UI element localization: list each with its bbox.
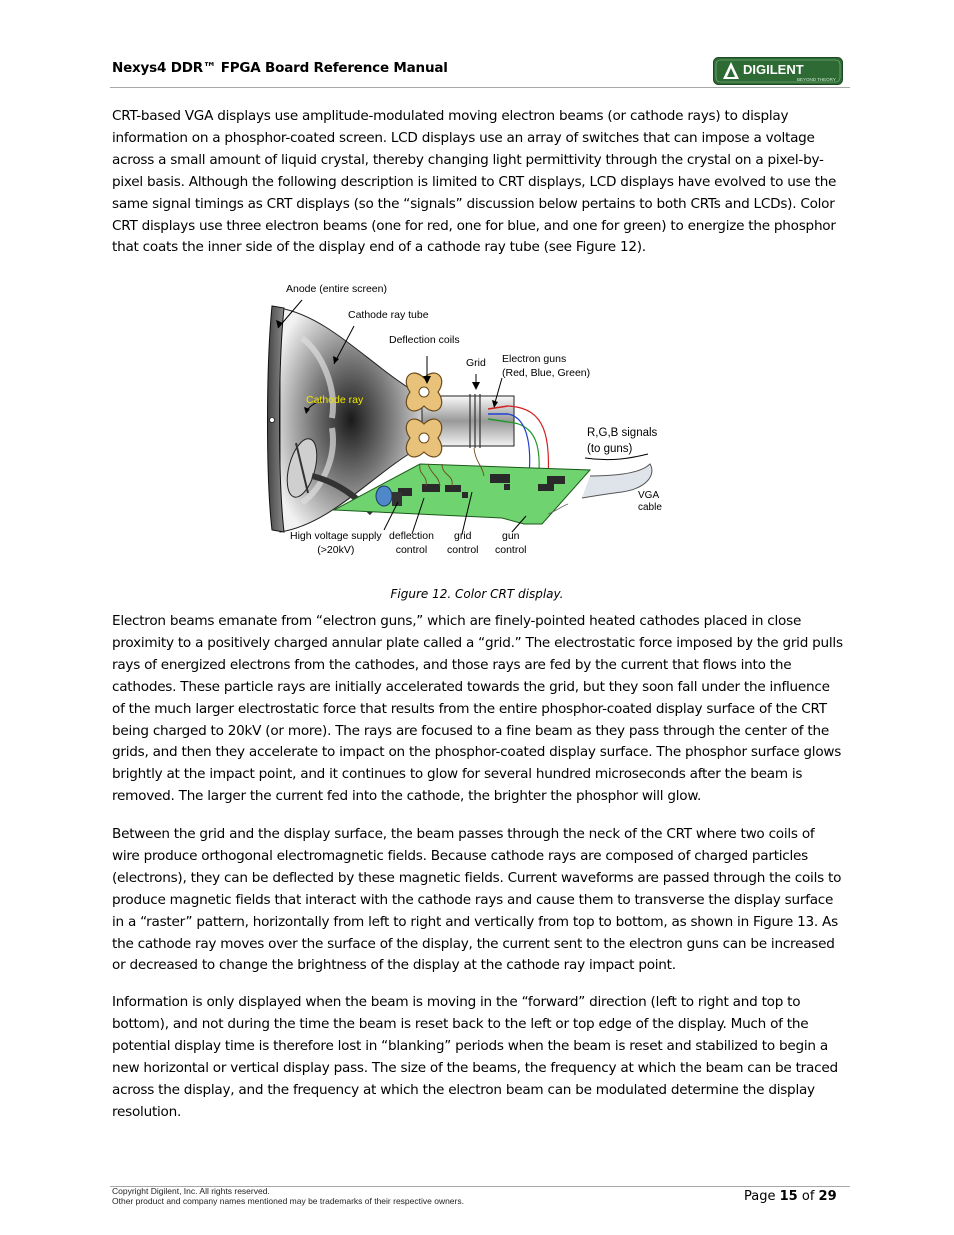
footer-notice (112, 1186, 464, 1206)
label-electron-guns: Electron guns (Red, Blue, Green) (502, 353, 591, 379)
trademark-text: Other product and company names mentioned may be trademarks of their respective owners. (112, 1196, 464, 1206)
page-indicator (744, 1189, 837, 1204)
label-grid: Grid (466, 357, 486, 369)
crt-figure (262, 278, 672, 568)
digilent-logo (713, 57, 843, 85)
figure-caption: Figure 12. Color CRT display. (390, 587, 564, 601)
paragraph-2: Electron beams emanate from “electron guns,” which are finely-pointed heated cathodes placed in close proximity to a positively charged annular plate called a “grid.” The electrostatic force imposed by the grid pulls rays of energized electrons from the cathodes, and those rays are fed by the current that flows into the cathodes. These particle rays are initially accelerated towards the grid, but they soon fall under the influence of the much larger electrostatic force that results from the entire phosphor-coated display surface of the CRT being charged to 20kV (or more). The rays are focused to a fine beam as they pass through the center of the grids, and then they accelerate to impact on the phosphor-coated display surface. The phosphor surface glows brightly at the impact point, and it continues to glow for several hundred microseconds after the beam is removed. The larger the current fed into the cathode, the brighter the phosphor will glow. (112, 613, 843, 805)
copyright-text: Copyright Digilent, Inc. All rights reserved. (112, 1186, 270, 1196)
capacitor (376, 486, 392, 506)
label-gun-control: gun control (495, 530, 527, 556)
document-title: Nexys4 DDR™ FPGA Board Reference Manual (112, 60, 448, 76)
label-vga-cable: VGA cable (638, 490, 662, 513)
header-divider (110, 87, 850, 88)
label-rgb-signals: R,G,B signals (to guns) (587, 427, 658, 455)
label-deflection-coils: Deflection coils (389, 334, 460, 346)
label-cathode-ray: Cathode ray (306, 394, 364, 406)
label-deflection-control: deflection control (389, 530, 434, 556)
of-word: of (801, 1189, 815, 1204)
label-cathode-ray-tube: Cathode ray tube (348, 309, 429, 321)
logo-wordmark: DIGILENT (743, 62, 804, 77)
paragraph-3: Between the grid and the display surface, the beam passes through the neck of the CRT where two coils of wire produce orthogonal electromagnetic fields. Because cathode rays are composed of charged particles (electrons), they can be deflected by these magnetic fields. Current waveforms are passed through the coils to produce magnetic fields that interact with the cathode rays and cause them to transverse the display surface in a “raster” pattern, horizontally from left to right and vertically from top to bottom, as shown in Figure 13. As the cathode ray moves over the surface of the display, the current sent to the electron guns can be increased or decreased to change the brightness of the display at the cathode ray impact point. (112, 826, 842, 974)
total-pages: 29 (818, 1189, 837, 1204)
paragraph-4: Information is only displayed when the beam is moving in the “forward” direction (left to right and top to bottom), and not during the time the beam is reset back to the left or top edge of the display. Much of the potential display time is therefore lost in “blanking” periods when the beam is reset and stabilized to begin a new horizontal or vertical display pass. The size of the beams, the frequency at which the beam can be traced across the display, and the frequency at which the electron beam can be modulated determine the display resolution. (112, 994, 838, 1120)
label-grid-control: grid control (447, 530, 479, 556)
page-number: 15 (779, 1189, 798, 1204)
paragraph-1: CRT-based VGA displays use amplitude-modulated moving electron beams (or cathode rays) to display information on a phosphor-coated screen. LCD displays use an array of switches that can impose a voltage across a small amount of liquid crystal, thereby changing light permittivity through the crystal on a pixel-by-pixel basis. Although the following description is limited to CRT displays, LCD displays have evolved to use the same signal timings as CRT displays (so the “signals” discussion below pertains to both CRTs and LCDs). Color CRT displays use three electron beams (one for red, one for blue, and one for green) to energize the phosphor that coats the inner side of the display end of a cathode ray tube (see Figure 12). (112, 108, 837, 256)
logo-tagline: BEYOND THEORY (797, 77, 836, 82)
label-anode: Anode (entire screen) (286, 283, 387, 295)
page-word: Page (744, 1189, 776, 1204)
crt-diagram (262, 278, 672, 568)
label-high-voltage: High voltage supply (>20kV) (290, 530, 382, 556)
